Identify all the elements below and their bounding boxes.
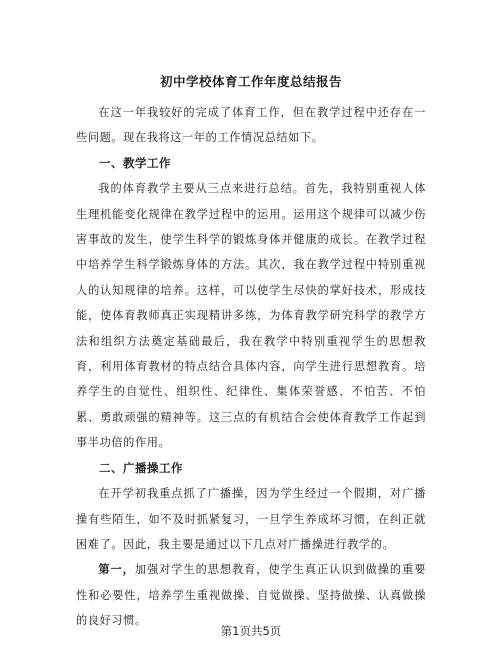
- page-number: 第1页共5页: [220, 624, 282, 638]
- section-heading-broadcast-exercise: 二、广播操工作: [99, 460, 183, 475]
- section-heading-teaching: 一、教学工作: [99, 155, 171, 170]
- point-one-text: 加强对学生的思想教育，使学生真正认识到做操的重要性和必要性，培养学生重视做操、自觉做操、坚持做操、认真做操的良好习惯。: [76, 563, 426, 628]
- point-one-lead: 第一，: [98, 562, 135, 577]
- document-title: 初中学校体育工作年度总结报告: [159, 74, 342, 89]
- intro-paragraph: 在这一年我较好的完成了体育工作，但在教学过程中还存在一些问题。现在我将这一年的工作情况总结如下。: [76, 106, 426, 145]
- point-one-paragraph: [76, 557, 426, 633]
- document-body: [76, 74, 426, 634]
- broadcast-exercise-paragraph: 在开学初我重点抓了广播操，因为学生经过一个假期，对广播操有些陌生，如不及时抓紧复习，一旦学生养成坏习惯，在纠正就困难了。因此，我主要是通过以下几点对广播操进行教学的。: [76, 487, 426, 551]
- teaching-paragraph: 我的体育教学主要从三点来进行总结。首先，我特别重视人体生理机能变化规律在教学过程中的运用。运用这个规律可以减少伤害事故的发生，使学生科学的锻炼身体并健康的成长。在教学过程中培养学生科学锻炼身体的方法。其次，我在教学过程中特别重视人的认知规律的培养。这样，可以使学生尽快的掌好技术，形成技能，使体育教师真正实现精讲多练，为体育教学研究科学的教学方法和组织方法奠定基础最后，我在教学中特别重视学生的思想教育，利用体育教材的特点结合具体内容，向学生进行思想教育。培养学生的自觉性、组织性、纪律性、集体荣誉感、不怕苦、不怕累、勇敢顽强的精神等。这三点的有机结合会使体育教学工作起到事半功倍的作用。: [76, 182, 426, 450]
